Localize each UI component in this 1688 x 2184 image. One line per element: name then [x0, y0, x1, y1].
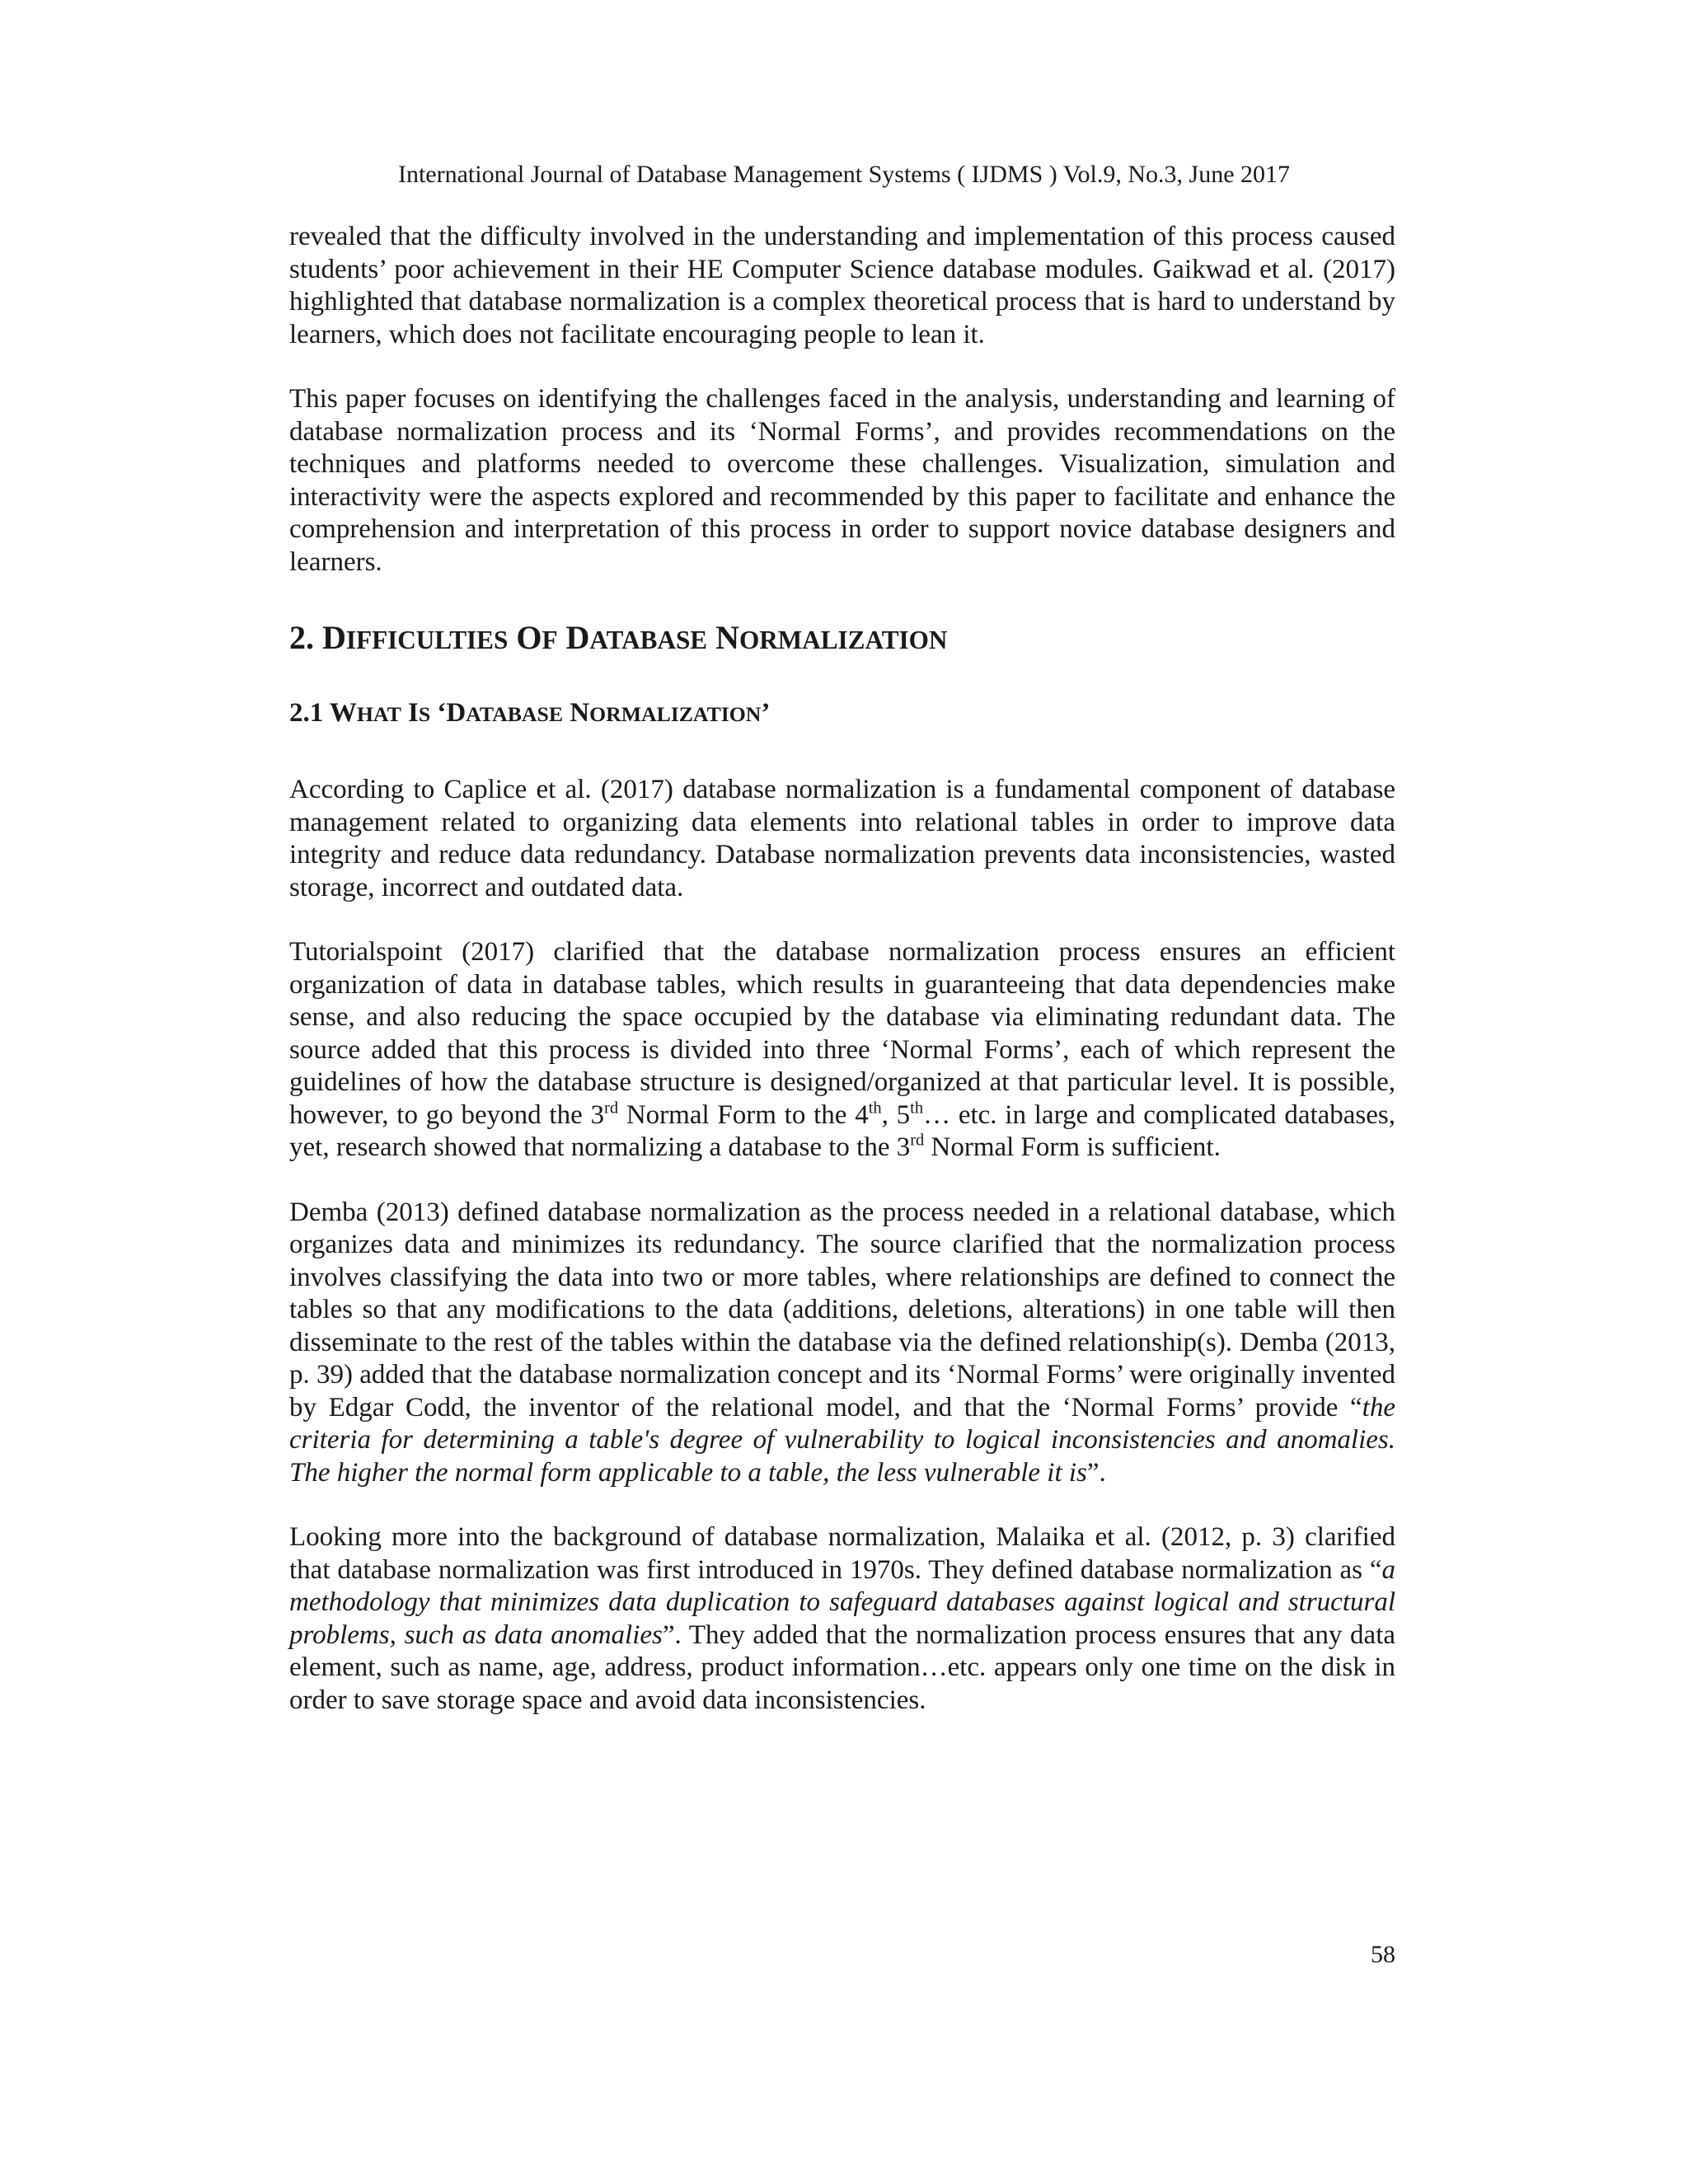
- subsection-number: 2.1: [289, 698, 330, 728]
- quotation: the criteria for determining a table's degree of vulnerability to logical inconsistencies and anomalies. The higher the normal form applicable to a table, the less vulnerable it is: [289, 1392, 1395, 1488]
- paragraph-continued: revealed that the difficulty involved in the understanding and implementation of this process caused students’ poor achievement in their HE Computer Science database modules. Gaikwad et al. (2017) highlighted that database normalization is a complex theoretical process that is hard to understand by learners, which does not facilitate encouraging people to lean it.: [289, 222, 1395, 349]
- section-heading: 2. DIFFICULTIES OF DATABASE NORMALIZATION: [289, 619, 948, 656]
- page-body: [289, 221, 1395, 1717]
- paragraph-demba: Demba (2013) defined database normalization as the process needed in a relational database, which organizes data and minimizes its redundancy. The source clarified that the normalization process involves classifying the data into two or more tables, where relationships are defined to connect the tables so that any modifications to the data (additions, deletions, alterations) in one table will then disseminate to the rest of the tables within the database via the defined relationship(s). Demba (2013, p. 39) added that the database normalization concept and its ‘Normal Forms’ were originally invented by Edgar Codd, the inventor of the relational model, and that the ‘Normal Forms’ provide “the criteria for determining a table's degree of vulnerability to logical inconsistencies and anomalies. The higher the normal form applicable to a table, the less vulnerable it is”.: [289, 1197, 1395, 1488]
- quotation: a methodology that minimizes data duplication to safeguard databases against logical and structural problems, such as data anomalies: [289, 1554, 1395, 1650]
- section-number: 2.: [289, 619, 322, 656]
- paragraph-caplice: According to Caplice et al. (2017) database normalization is a fundamental component of database management related to organizing data elements into relational tables in order to improve data integrity and reduce data redundancy. Database normalization prevents data inconsistencies, wasted storage, incorrect and outdated data.: [289, 775, 1395, 902]
- running-header: International Journal of Database Management Systems ( IJDMS ) Vol.9, No.3, June 2017: [397, 161, 1291, 188]
- page-number: 58: [1371, 1941, 1395, 1968]
- paragraph-tutorialspoint: Tutorialspoint (2017) clarified that the database normalization process ensures an efficient organization of data in database tables, which results in guaranteeing that data dependencies make sense, and also reducing the space occupied by the database via eliminating redundant data. The source added that this process is divided into three ‘Normal Forms’, each of which represent the guidelines of how the database structure is designed/organized at that particular level. It is possible, however, to go beyond the 3rd Normal Form to the 4th, 5th… etc. in large and complicated databases, yet, research showed that normalizing a database to the 3rd Normal Form is sufficient.: [289, 937, 1396, 1162]
- paragraph-paper-focus: This paper focuses on identifying the challenges faced in the analysis, understanding and learning of database normalization process and its ‘Normal Forms’, and provides recommendations on the techniques and platforms needed to overcome these challenges. Visualization, simulation and interactivity were the aspects explored and recommended by this paper to facilitate and enhance the comprehension and interpretation of this process in order to support novice database designers and learners.: [289, 384, 1395, 577]
- paragraph-malaika: Looking more into the background of database normalization, Malaika et al. (2012, p. 3) clarified that database normalization was first introduced in 1970s. They defined database normalization as “a methodology that minimizes data duplication to safeguard databases against logical and structural problems, such as data anomalies”. They added that the normalization process ensures that any data element, such as name, age, address, product information…etc. appears only one time on the disk in order to save storage space and avoid data inconsistencies.: [289, 1522, 1396, 1715]
- subsection-heading: 2.1 WHAT IS ‘DATABASE NORMALIZATION’: [289, 698, 771, 728]
